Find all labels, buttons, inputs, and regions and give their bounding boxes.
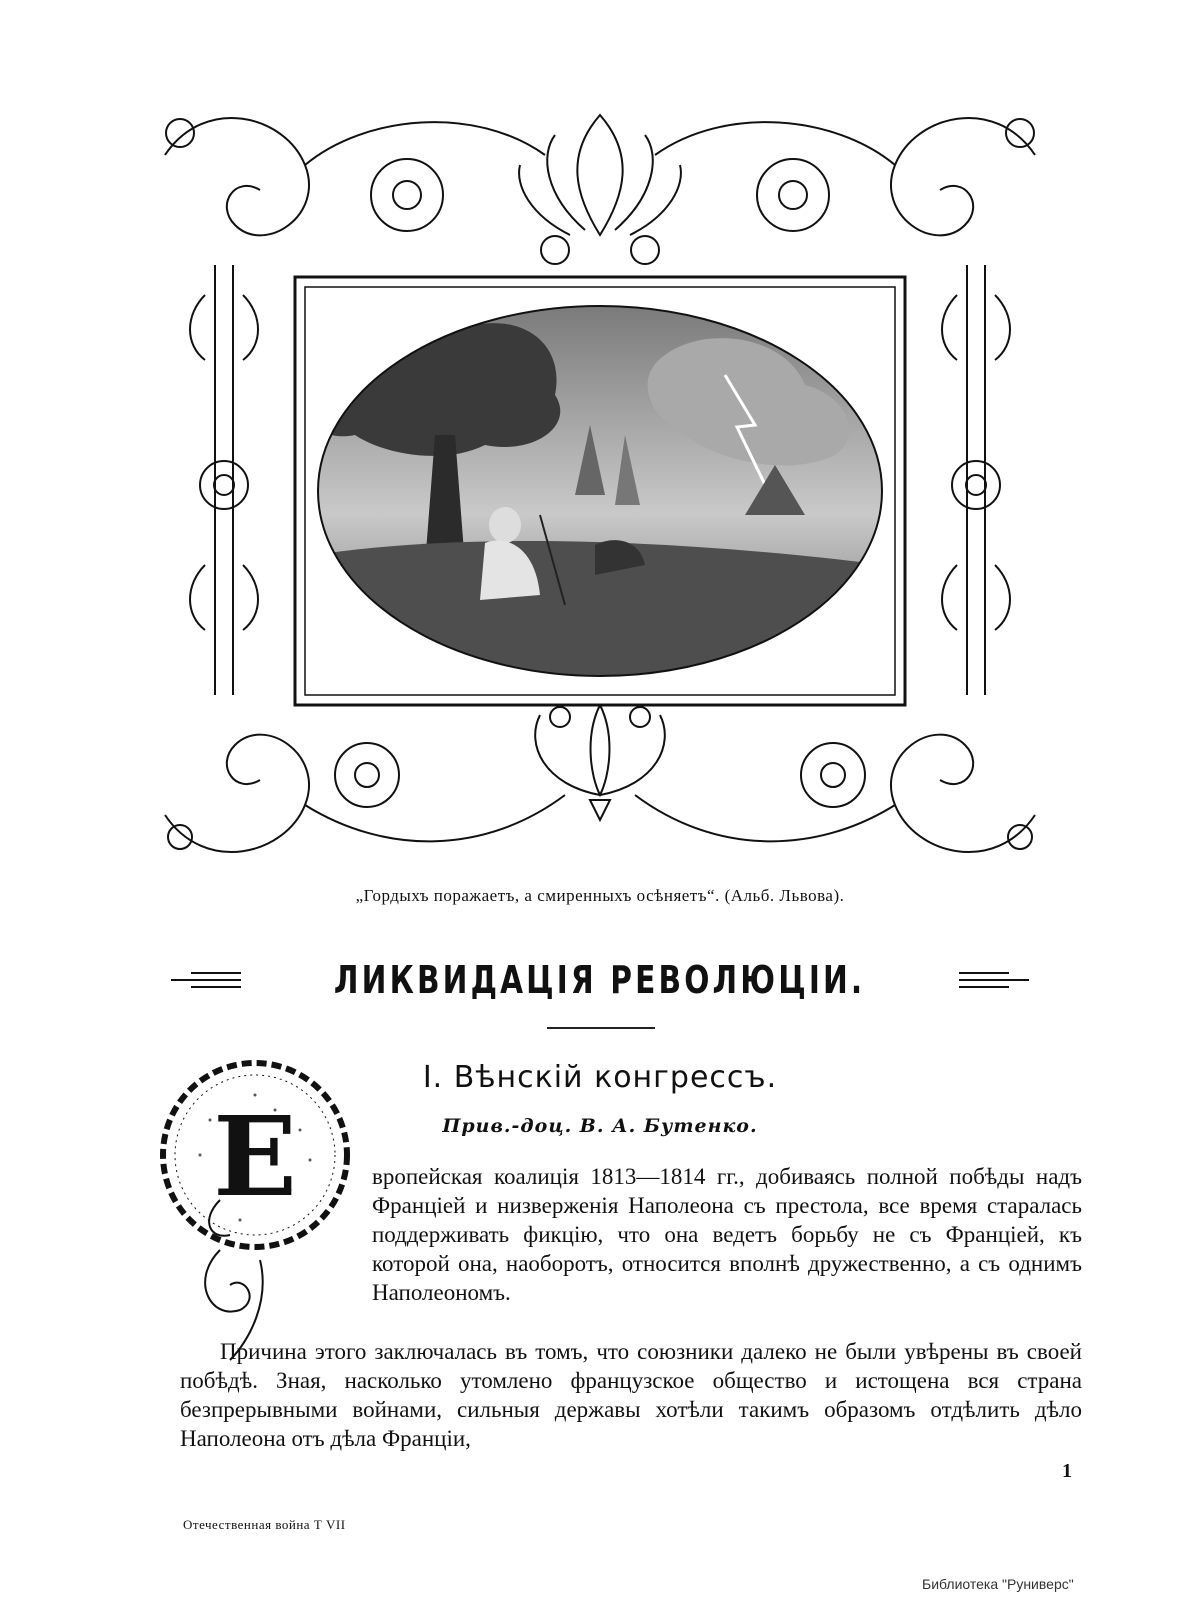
drop-cap-ornament <box>150 1050 370 1380</box>
paragraph-1: вропейская коалиція 1813—1814 гг., добиваясь полной побѣды надъ Франціей и низверженія Наполеона съ престола, все время старалась поддерживать фикцію, что она ведетъ борьбу не съ Франціей, къ которой она, наоборотъ, относится вполнѣ дружественно, а съ однимъ Наполеономъ. <box>372 1164 1082 1305</box>
ornamental-frame <box>145 95 1055 875</box>
main-title: ЛИКВИДАЦІЯ РЕВОЛЮЦІИ. <box>334 958 866 1002</box>
frame-illustration <box>145 95 1055 875</box>
footer-library: Библиотека "Руниверс" <box>922 1576 1074 1592</box>
section-title: I. Вѣнскій конгрессъ. <box>422 1060 778 1095</box>
paragraph-2: Причина этого заключалась въ томъ, что союзники далеко не были увѣрены въ своей побѣдѣ. Зная, насколько утомлено французское общество и истощена вся страна безпрерывными войнами, сильныя державы хотѣли такимъ образомъ отдѣлить дѣло Наполеона отъ дѣла Франціи, <box>180 1339 1082 1451</box>
title-ornament-right <box>959 969 1029 991</box>
title-divider <box>547 1027 655 1029</box>
author-line: Прив.-доц. В. А. Бутенко. <box>442 1115 758 1137</box>
footer-signature: Отечественная война Т VII <box>183 1517 346 1532</box>
illustration-caption: „Гордыхъ поражаетъ, а смиренныхъ осѣняетъ“. (Альб. Львова). <box>355 886 845 905</box>
drop-cap-wreath <box>150 1050 370 1380</box>
title-ornament-left <box>171 969 241 991</box>
page-number: 1 <box>1062 1460 1072 1482</box>
drop-cap-letter: Е <box>213 1092 297 1221</box>
main-title-row <box>0 958 1200 1002</box>
